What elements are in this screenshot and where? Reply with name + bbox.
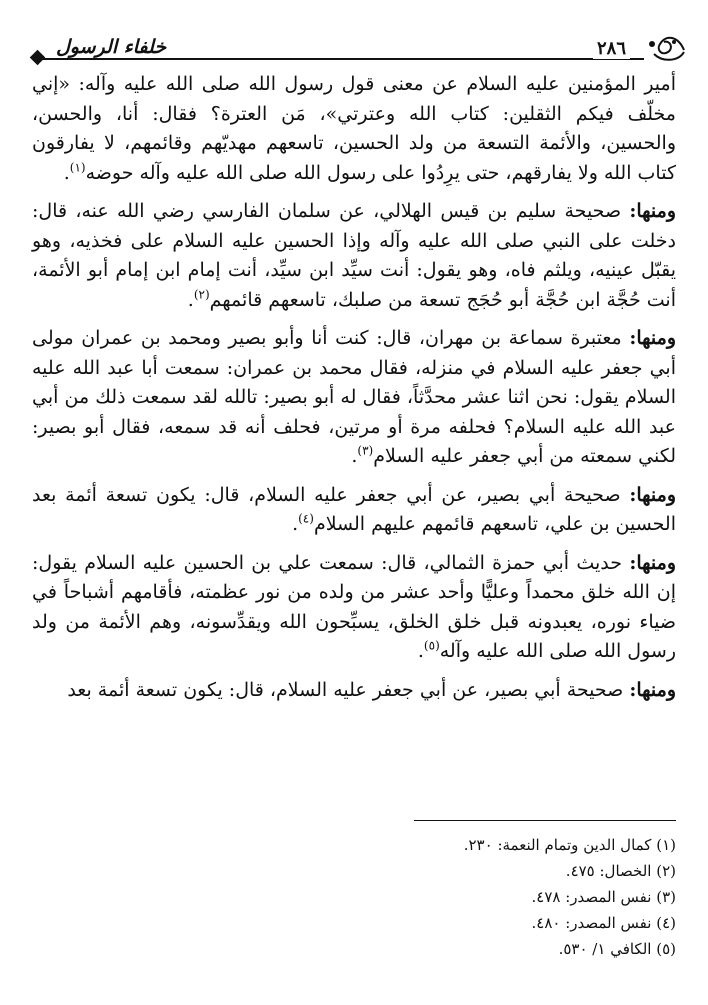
paragraph-text: معتبرة سماعة بن مهران، قال: كنت أنا وأبو بصير ومحمد بن عمران مولى أبي جعفر عليه السلام في منزله، فقال محمد بن عمران: سمعت أبا عبد الله عليه السلام يقول: نحن اثنا عشر محدَّثاً، فقال له أبو بصير: تالله لقد سمعت ذلك من أبي عبد الله عليه السلام؟ فحلفه مرة أو مرتين، فحلف أنه قد سمعه، فقال أبو بصير: لكني سمعته من أبي جعفر عليه السلام bbox=[32, 327, 676, 467]
punctuation: . bbox=[63, 161, 70, 184]
page-header bbox=[30, 30, 688, 64]
main-text bbox=[32, 70, 676, 714]
punctuation: . bbox=[292, 513, 299, 535]
footnote-reference[interactable]: (١) bbox=[69, 160, 86, 175]
page-number: ٢٨٦ bbox=[593, 38, 630, 59]
footnote: (٢) الخصال: ٤٧٥. bbox=[565, 862, 676, 880]
paragraph-text: صحيحة أبي بصير، عن أبي جعفر عليه السلام، قال: يكون تسعة أئمة بعد الحسين بن علي، تاسعهم قائمهم عليهم السلام bbox=[32, 483, 676, 535]
footnote: (١) كمال الدين وتمام النعمة: ٢٣٠. bbox=[463, 836, 676, 854]
punctuation: . bbox=[187, 288, 194, 311]
punctuation: . bbox=[351, 445, 358, 467]
diamond-ornament-icon bbox=[30, 50, 46, 66]
footnote-rule bbox=[414, 820, 676, 821]
footnote-reference[interactable]: (٣) bbox=[357, 443, 374, 458]
paragraph bbox=[32, 676, 676, 706]
paragraph bbox=[32, 197, 676, 315]
paragraph-text: صحيحة أبي بصير، عن أبي جعفر عليه السلام، قال: يكون تسعة أئمة بعد bbox=[67, 678, 630, 701]
paragraph bbox=[32, 549, 676, 667]
footnote: (٤) نفس المصدر: ٤٨٠. bbox=[531, 914, 676, 932]
paragraph-lead: ومنها: bbox=[629, 327, 676, 349]
paragraph bbox=[32, 481, 676, 540]
header-rule bbox=[40, 58, 644, 60]
footnote-reference[interactable]: (٥) bbox=[423, 638, 440, 653]
paragraph-lead: ومنها: bbox=[629, 678, 676, 701]
paragraph-lead: ومنها: bbox=[629, 551, 676, 574]
footnote: (٣) نفس المصدر: ٤٧٨. bbox=[531, 888, 676, 906]
paragraph bbox=[32, 324, 676, 472]
footnote-reference[interactable]: (٤) bbox=[298, 511, 314, 526]
paragraph-text: حديث أبي حمزة الثمالي، قال: سمعت علي بن الحسين عليه السلام يقول: إن الله خلق محمداً وعليًّا وأحد عشر من ولده من نور عظمته، فأقامهم أشباحاً في ضياء نوره، يعبدونه قبل خلق الخلق، يسبِّحون الله ويقدِّسونه، وهم الأئمة من ولد رسول الله صلى الله عليه وآله bbox=[32, 551, 676, 662]
paragraph bbox=[32, 70, 676, 188]
running-title: خلفاء الرسول bbox=[52, 36, 170, 58]
floral-ornament-icon bbox=[644, 30, 688, 64]
footnote: (٥) الكافي ١/ ٥٣٠. bbox=[558, 940, 676, 958]
paragraph-text: أمير المؤمنين عليه السلام عن معنى قول رسول الله صلى الله عليه وآله: «إني مخلّف فيكم الثقلين: كتاب الله وعترتي»، مَن العترة؟ فقال: أنا، والحسن، والحسين، والأئمة التسعة من ولد الحسين، تاسعهم مهديّهم وقائمهم، لا يفارقون كتاب الله ولا يفارقهم، حتى يرِدُوا على رسول الله صلى الله عليه وآله حوضه bbox=[32, 73, 676, 184]
paragraph-text: صحيحة سليم بن قيس الهلالي، عن سلمان الفارسي رضي الله عنه، قال: دخلت على النبي صلى الله عليه وآله وإذا الحسين عليه السلام على فخذيه، وهو يقبّل عينيه، ويلثم فاه، وهو يقول: أنت سيِّد ابن سيِّد، أنت إمام ابن إمام أبو الأئمة، أنت حُجَّة ابن حُجَّة أبو حُجَج تسعة من صلبك، تاسعهم قائمهم bbox=[32, 200, 676, 311]
paragraph-lead: ومنها: bbox=[629, 200, 676, 222]
footnotes bbox=[32, 832, 676, 962]
paragraph-lead: ومنها: bbox=[629, 483, 676, 506]
footnote-reference[interactable]: (٢) bbox=[193, 287, 210, 302]
punctuation: . bbox=[417, 640, 424, 662]
